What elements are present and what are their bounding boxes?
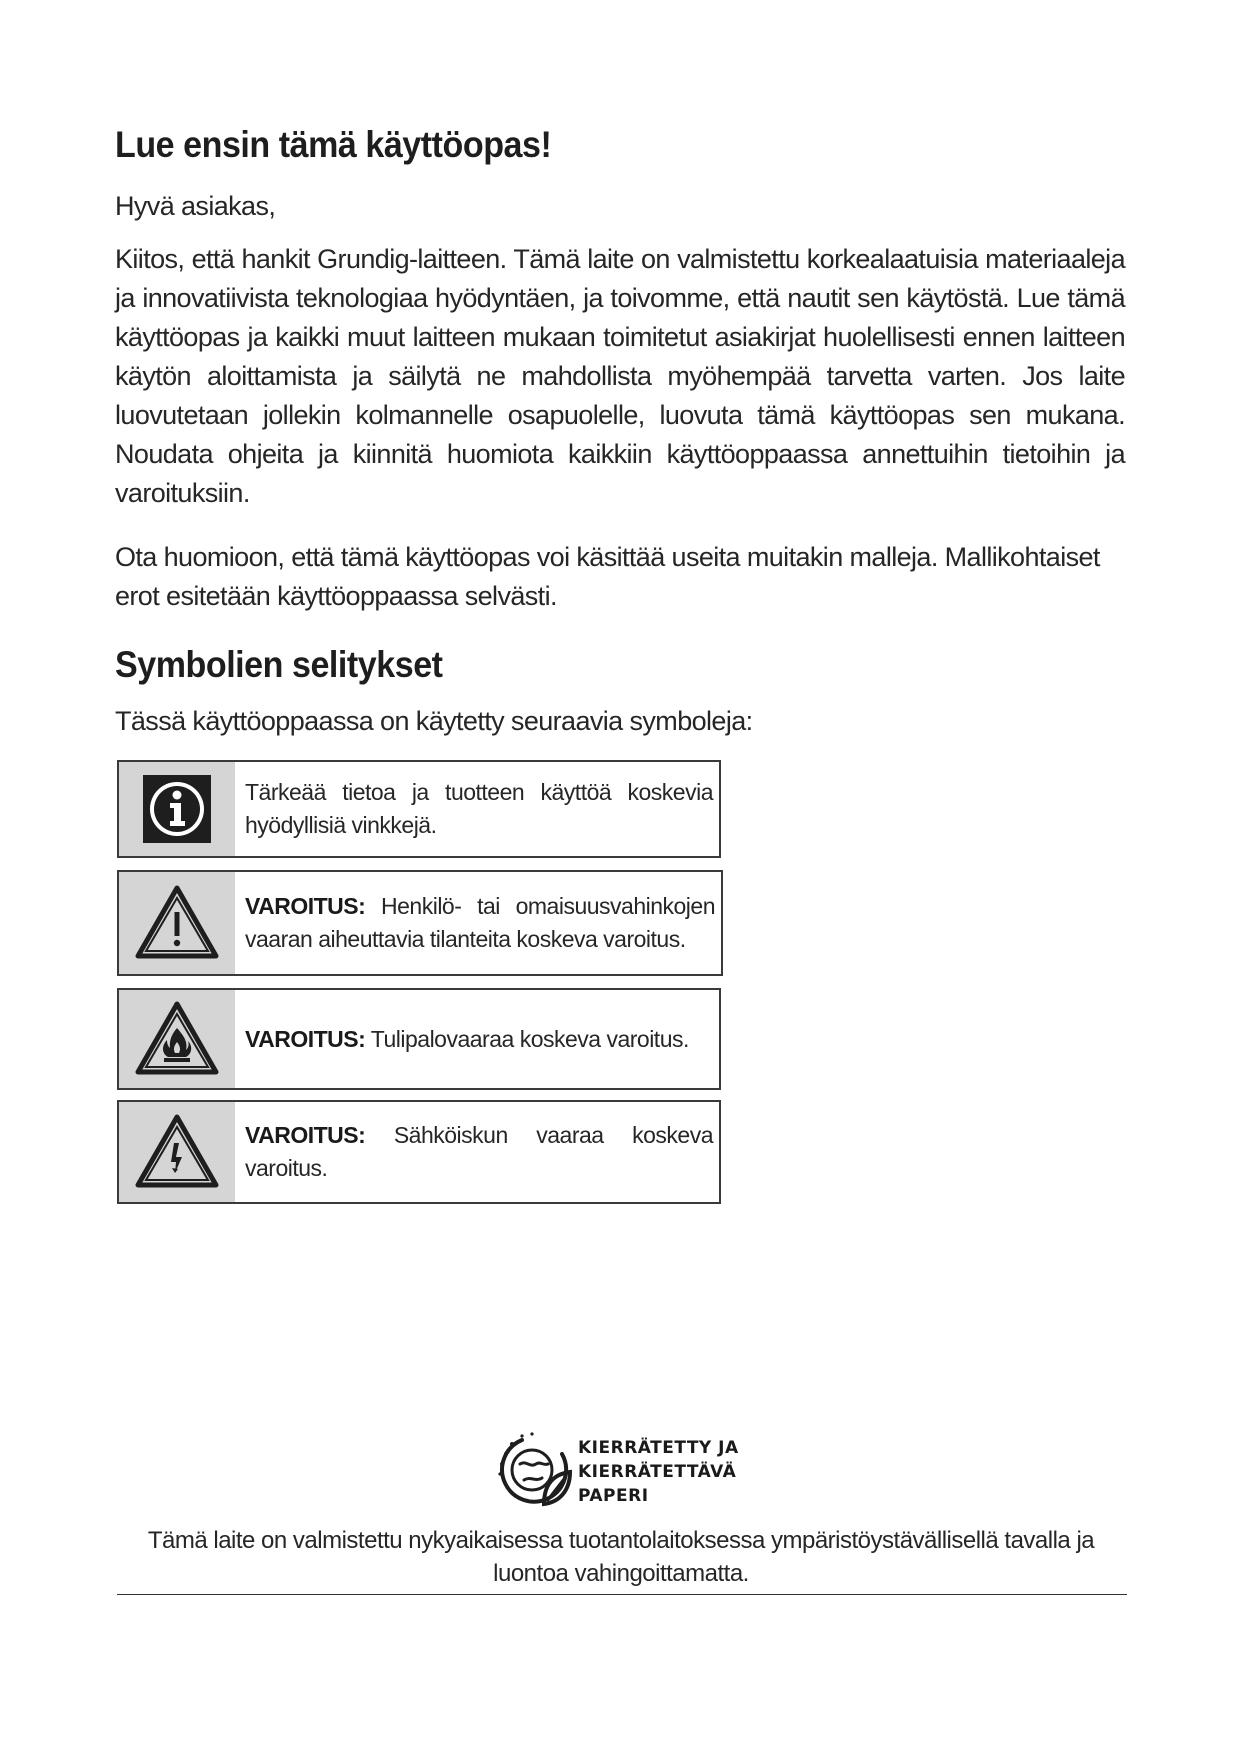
symbol-description: Tärkeää tietoa ja tuotteen käyttöä koskevia hyödyllisiä vinkkejä.: [245, 779, 713, 838]
fire-warning-icon: [119, 990, 235, 1088]
info-icon: [119, 762, 235, 856]
symbol-row-info: [117, 760, 721, 858]
symbol-description: VAROITUS: Henkilö- tai omaisuusvahinkojen vaaran aiheuttavia tilanteita koskeva varoitus.: [245, 893, 716, 952]
symbol-row-electric-warning: [117, 1100, 721, 1204]
symbols-intro-text: Tässä käyttöoppaassa on käytetty seuraavia symboleja:: [115, 706, 753, 736]
symbols-heading: Symbolien selitykset: [115, 644, 443, 685]
footer-divider: [117, 1594, 1127, 1595]
note-paragraph: Ota huomioon, että tämä käyttöopas voi käsittää useita muitakin malleja. Mallikohtaiset erot esitetään käyttöoppaassa selvästi.: [115, 542, 1100, 611]
page-title: Lue ensin tämä käyttöopas!: [115, 124, 552, 165]
electric-shock-warning-icon: [119, 1102, 235, 1202]
recycled-paper-label: KIERRÄTETTY JA KIERRÄTETTÄVÄ PAPERI: [578, 1438, 739, 1506]
symbol-description: VAROITUS: Sähköiskun vaaraa koskeva varoitus.: [245, 1122, 713, 1181]
symbol-description: VAROITUS: Tulipalovaaraa koskeva varoitus.: [245, 1025, 689, 1052]
greeting-text: Hyvä asiakas,: [115, 191, 276, 221]
symbol-row-warning: [117, 870, 723, 976]
intro-paragraph: Kiitos, että hankit Grundig-laitteen. Tämä laite on valmistettu korkealaatuisia materiaaleja ja innovatiivista teknologiaa hyödyntäen, ja toivomme, että nautit sen käytöstä. Lue tämä käyttöopas ja kaikki muut laitteen mukaan toimitetut asiakirjat huolellisesti ennen laitteen käytön aloittamista ja säilytä ne mahdollista myöhempää tarvetta varten. Jos laite luovutetaan jollekin kolmannelle osapuolelle, luovuta tämä käyttöopas sen mukana. Noudata ohjeita ja kiinnitä huomiota kaikkiin käyttöoppaassa annettuihin tietoihin ja varoituksiin.: [115, 244, 1125, 508]
footer-statement: Tämä laite on valmistettu nykyaikaisessa tuotantolaitoksessa ympäristöystävällisellä tavalla ja luontoa vahingoittamatta.: [147, 1527, 1095, 1587]
symbol-row-fire-warning: [117, 988, 721, 1090]
warning-icon: [119, 872, 235, 974]
